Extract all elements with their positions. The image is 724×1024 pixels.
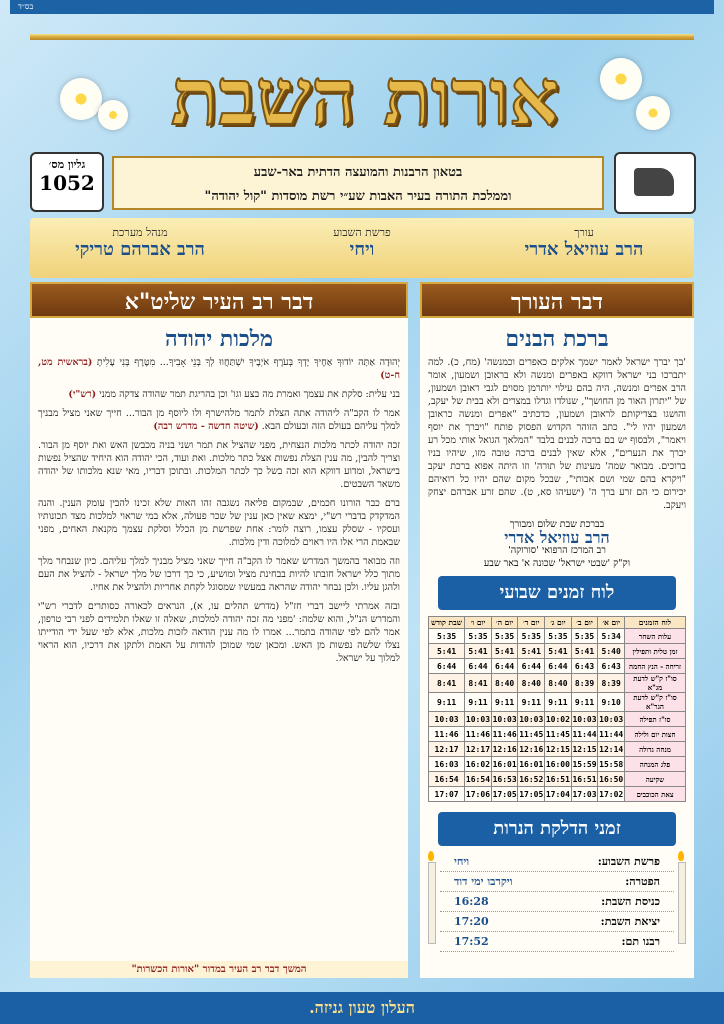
signature-title: רב המרכז הרפואי 'סורוקה' — [508, 545, 606, 556]
times-cell: 10:03 — [571, 712, 598, 727]
rashi: בני עלית: סלקת את עצמך ואמרת מה בצע וגו' וכן בהריגת תמר שהודה צדקה ממני (רש"י) — [68, 389, 400, 400]
times-cell: 17:03 — [571, 787, 598, 802]
editor-signature — [420, 518, 694, 570]
times-table — [428, 616, 686, 802]
times-row-label: פלג המנחה — [625, 757, 686, 772]
times-cell: 6:43 — [598, 659, 625, 674]
times-col-header: שבת קודש — [429, 617, 465, 629]
times-row-label: זריחה - הנץ החמה — [625, 659, 686, 674]
times-cell: 9:11 — [571, 693, 598, 712]
editor-column-body — [420, 356, 694, 512]
times-row — [429, 772, 686, 787]
times-cell: 11:45 — [518, 727, 545, 742]
rabbi-paragraph: זכה יהודה לכתר מלכות הנצחית, מפני שהציל את תמר ושני בניה מכבשן האש ואת יוסף מן הבור. וצריך להבין, מה ענין הצלת נפשות אצל כתר מלכות. ואת ועוד, הכי יהודה הוא היחיד שהציל נפשות בישראל, ומדוע דווקא הוא זכה בשל כך לכתר המלכות. ובתוכן דבריו, מאי שנא מלכותו של יהודה משאר השבטים. — [38, 440, 400, 490]
times-cell: 17:04 — [545, 787, 572, 802]
entry-row: כניסת השבת: 16:28 — [440, 892, 674, 912]
times-cell: 5:35 — [545, 629, 572, 644]
times-cell: 9:11 — [465, 693, 492, 712]
times-col-header: יום ו׳ — [465, 617, 492, 629]
manager-name: הרב אברהם טריקי — [75, 239, 205, 260]
institution-banner — [112, 156, 604, 210]
times-row — [429, 693, 686, 712]
times-cell: 17:05 — [491, 787, 518, 802]
issue-box — [30, 152, 104, 212]
times-row — [429, 674, 686, 693]
parasha-row: פרשת השבוע: ויחי — [440, 852, 674, 872]
times-cell: 11:46 — [429, 727, 465, 742]
parasha-name: ויחי — [349, 239, 375, 260]
signature-title2: וק"ק 'שבטי ישראל' שכונה א' באר שבע — [483, 558, 631, 569]
times-cell: 10:02 — [545, 712, 572, 727]
times-cell: 6:44 — [491, 659, 518, 674]
times-cell: 10:03 — [598, 712, 625, 727]
times-cell: 17:05 — [518, 787, 545, 802]
times-cell: 12:16 — [491, 742, 518, 757]
editor-column-subtitle: ברכת הבנים — [505, 326, 609, 352]
times-row-label: סו"ז ק"ש לדעת מג"א — [625, 674, 686, 693]
times-row — [429, 629, 686, 644]
times-cell: 9:10 — [598, 693, 625, 712]
verse: יְהוּדָה אַתָּה יוֹדוּךָ אַחֶיךָ יָדְךָ בְּעֹרֶף אֹיְבֶיךָ יִשְׁתַּחֲווּ לְךָ בְּנֵי אָבִיךָ... מִטֶּרֶף בְּנִי עָלִיתָ (בראשית מט, ח-ט) — [38, 357, 400, 381]
issue-label: גליון מס׳ — [48, 158, 86, 171]
times-cell: 15:58 — [598, 757, 625, 772]
times-cell: 5:35 — [491, 629, 518, 644]
times-cell: 8:41 — [465, 674, 492, 693]
times-cell: 16:53 — [491, 772, 518, 787]
times-cell: 10:03 — [518, 712, 545, 727]
times-cell: 12:17 — [429, 742, 465, 757]
editor-name: הרב עוזיאל אדרי — [524, 239, 644, 260]
rabbi-column-subtitle: מלכות יהודה — [164, 326, 274, 352]
rabbi-paragraph: וזה מבואר בהמשך המדרש שאמר לו הקב"ה חייך שאני מציל מבניך למלך עליהם. כיון שנבחר מלך מתוך כלל ישראל חובתו להיות בבחינת מציל ומושיע, כי כך דרכו של מלך ישראל - להציל את העם ולהגן עליו. ולכן נבחר יהודה שהראה במעשיו שמסוגל לקחת אחריות ולהציל את אחיו. — [38, 556, 400, 593]
times-cell: 16:50 — [598, 772, 625, 787]
candles-box — [420, 852, 694, 952]
rabbi-column-body — [30, 356, 408, 665]
flower-icon — [636, 96, 670, 130]
times-cell: 11:46 — [465, 727, 492, 742]
times-row — [429, 644, 686, 659]
times-cell: 8:40 — [518, 674, 545, 693]
times-col-header: יום ג׳ — [545, 617, 572, 629]
editor-paragraph: 'בך יברך ישראל לאמר ישמך אלקים כאפרים וכמנשה' (מח, כ). למה יתברכו בני ישראל דווקא באפרים ומנשה ולא בראובן ושמעון, אומר הרב אפרים ומנשה, היה בהם עילוי יותרמן מסוים לגבי ראובן ושמעון, של "יתרון האור מן החושך", שנולדו וגדלו במצרים ולא בבית של יעקב, והושגו בצדיקותם לראובן ושמעון, כדכתיב "אפרים ומנשה כראובן ושמעון יהיו לי". כתב הזוהר הקדוש הפסוק פותח "ויברך את יוסף ויאמר", ולבסוף יש בם ברכה לבנים בלבד "המלאך הגואל אותי מכל רע יברך את הנערים", אלא שאין לבנים ברכה טובה מזו, שיהיו בניו ברוכים. מבואר שמה' מעינות של תורה' וזו היתה אפוא ברכת יעקב "ויקרא בהם שמי ושם אבותי", שבכל מקום שהם יהיו כל רואיהם יכירום כי הם זרע ברך ה' (ישעיהו סא, ט). שהם זרע אברהם יצחק ויעקב. — [428, 357, 686, 511]
times-col-header-label: לוח הזמנים — [625, 617, 686, 629]
times-cell: 5:41 — [491, 644, 518, 659]
times-cell: 6:44 — [465, 659, 492, 674]
times-cell: 11:45 — [545, 727, 572, 742]
institution-line2: וממלכת התורה בעיר האבות שע״י רשת מוסדות "קול יהודה" — [204, 189, 512, 204]
issue-number: 1052 — [39, 171, 95, 195]
rabbi-paragraph: ברם כבר הורונו חכמים, שבמקום פליאה נשגבה זהו האות שלא זכינו להבין עומק הענין. והנה המדקדק בדברי רש"י, ימצא שאין כאן ענין של שכר פעולה, אלא במי שראוי למלכות מצד תכונותיו ועסקיו - שסלק עצמו, רוצה לומר: אחת שפרשת מן הכלל וסלקת עצמך מקנאת האחים, מפני שבאמת הרי אלו היו ראוים למלוכה ודין מלכות. — [38, 498, 400, 548]
times-cell: 10:03 — [465, 712, 492, 727]
times-row-label: סו"ז תפילה — [625, 712, 686, 727]
times-cell: 6:44 — [545, 659, 572, 674]
times-cell: 16:01 — [491, 757, 518, 772]
times-col-header: יום ד׳ — [518, 617, 545, 629]
times-col-header: יום א׳ — [598, 617, 625, 629]
times-cell: 5:35 — [465, 629, 492, 644]
times-cell: 5:40 — [598, 644, 625, 659]
times-cell: 16:54 — [429, 772, 465, 787]
parasha-credit — [262, 226, 462, 260]
times-cell: 12:16 — [518, 742, 545, 757]
times-cell: 6:43 — [571, 659, 598, 674]
exit-row: יציאת השבת: 17:20 — [440, 912, 674, 932]
times-cell: 9:11 — [429, 693, 465, 712]
bsd-text: בס״ד — [18, 2, 34, 11]
haftara-row: הפטרה: ויקרבו ימי דוד — [440, 872, 674, 892]
candle-icon — [678, 862, 686, 944]
times-row-label: חצות יום ולילה — [625, 727, 686, 742]
times-cell: 5:35 — [518, 629, 545, 644]
train-icon — [634, 168, 674, 196]
times-cell: 16:51 — [571, 772, 598, 787]
editor-column — [420, 282, 694, 978]
times-cell: 8:41 — [429, 674, 465, 693]
times-cell: 5:35 — [571, 629, 598, 644]
editor-role: עורך — [574, 226, 594, 239]
times-cell: 16:54 — [465, 772, 492, 787]
editor-column-header: דבר העורך — [420, 282, 694, 318]
times-cell: 11:46 — [491, 727, 518, 742]
rabbi-paragraph: ובזה אמרתי ליישב דברי חז"ל (מדרש תהלים עו, א), הנראים לכאורה כסותרים לדברי רש"י והמדרש הנ"ל, והוא שלמה: 'מפני מה זכה יהודה למלכות, שאלה זו שאלו תלמידים לפני רבי טרפון, אמר להם לפי שהודה בתמר... אמרו לו מה ענין הודאה לזכות מלכות, אלא לפי שעל ידי הודייתו נצלו שלשה נפשות מן האש. ומכאן שמי שמוכן להודות על האמת ולתקן את דרכיו, הוא הראוי למלוך על ישראל. — [38, 601, 400, 664]
signature-greeting: בברכת שבת שלום ומבורך — [509, 519, 605, 530]
times-row-label: זמן טלית ותפילין — [625, 644, 686, 659]
newsletter-title: אורות השבת — [170, 52, 560, 143]
manager-credit — [40, 226, 240, 260]
times-cell: 10:03 — [491, 712, 518, 727]
times-cell: 16:01 — [518, 757, 545, 772]
times-row — [429, 712, 686, 727]
times-header: לוח זמנים שבועי — [438, 576, 676, 610]
signature-name: הרב עוזיאל אדרי — [504, 528, 610, 547]
times-cell: 16:00 — [545, 757, 572, 772]
times-cell: 16:51 — [545, 772, 572, 787]
times-cell: 16:03 — [429, 757, 465, 772]
times-cell: 12:15 — [545, 742, 572, 757]
bsd-strip — [10, 0, 714, 14]
times-col-header: יום ב׳ — [571, 617, 598, 629]
times-cell: 5:41 — [571, 644, 598, 659]
times-cell: 15:59 — [571, 757, 598, 772]
times-cell: 17:02 — [598, 787, 625, 802]
times-cell: 5:41 — [518, 644, 545, 659]
times-cell: 5:41 — [545, 644, 572, 659]
flower-icon — [600, 58, 642, 100]
times-cell: 12:17 — [465, 742, 492, 757]
flower-icon — [98, 100, 128, 130]
manager-role: מנהל מערכת — [112, 226, 168, 239]
footer: העלון טעון גניזה. — [0, 992, 724, 1024]
times-cell: 6:44 — [518, 659, 545, 674]
times-row — [429, 727, 686, 742]
times-cell: 9:11 — [518, 693, 545, 712]
times-row-label: מנחה גדולה — [625, 742, 686, 757]
times-cell: 5:41 — [429, 644, 465, 659]
times-cell: 16:02 — [465, 757, 492, 772]
continued-note: המשך דבר רב העיר במדור "אורות הכשרות" — [30, 961, 408, 978]
candle-icon — [428, 862, 436, 944]
times-cell: 8:39 — [571, 674, 598, 693]
times-cell: 9:11 — [545, 693, 572, 712]
times-cell: 12:15 — [571, 742, 598, 757]
rabbi-column-header: דבר רב העיר שליט"א — [30, 282, 408, 318]
editor-credit — [484, 226, 684, 260]
times-cell: 5:34 — [598, 629, 625, 644]
institution-logo — [614, 152, 696, 214]
rabbi-column — [30, 282, 408, 978]
times-cell: 8:40 — [491, 674, 518, 693]
times-cell: 8:40 — [545, 674, 572, 693]
times-cell: 11:44 — [598, 727, 625, 742]
times-col-header: יום ה׳ — [491, 617, 518, 629]
institution-line1: בטאון הרבנות והמועצה הדתית באר-שבע — [253, 165, 463, 180]
times-cell: 9:11 — [491, 693, 518, 712]
crew-bar — [30, 218, 694, 278]
times-row-label: עלות השחר — [625, 629, 686, 644]
times-cell: 5:41 — [465, 644, 492, 659]
times-row — [429, 659, 686, 674]
times-cell: 17:06 — [465, 787, 492, 802]
times-row-label: סו"ז ק"ש לדעת הגר"א — [625, 693, 686, 712]
times-row-label: שקיעה — [625, 772, 686, 787]
times-row — [429, 757, 686, 772]
times-cell: 5:35 — [429, 629, 465, 644]
times-cell: 12:14 — [598, 742, 625, 757]
flower-icon — [60, 78, 102, 120]
top-frame-bar — [30, 34, 694, 40]
rt-row: רבנו תם: 17:52 — [440, 932, 674, 952]
times-row — [429, 787, 686, 802]
times-cell: 10:03 — [429, 712, 465, 727]
times-cell: 6:44 — [429, 659, 465, 674]
times-cell: 16:52 — [518, 772, 545, 787]
times-row-label: צאת הכוכבים — [625, 787, 686, 802]
times-cell: 17:07 — [429, 787, 465, 802]
times-cell: 11:44 — [571, 727, 598, 742]
parasha-role: פרשת השבוע — [333, 226, 391, 239]
midrash: אמר לו הקב"ה ליהודה אתה הצלת לתמר מלהישרף ולו ליוסף מן הבור... חייך שאני מציל מבניך למלך עליהם בעולם הזה ובעולם הבא. (שיטה חדשה - מדרש רבה) — [38, 408, 400, 432]
times-cell: 8:39 — [598, 674, 625, 693]
candles-header: זמני הדלקת הנרות — [438, 812, 676, 846]
times-row — [429, 742, 686, 757]
